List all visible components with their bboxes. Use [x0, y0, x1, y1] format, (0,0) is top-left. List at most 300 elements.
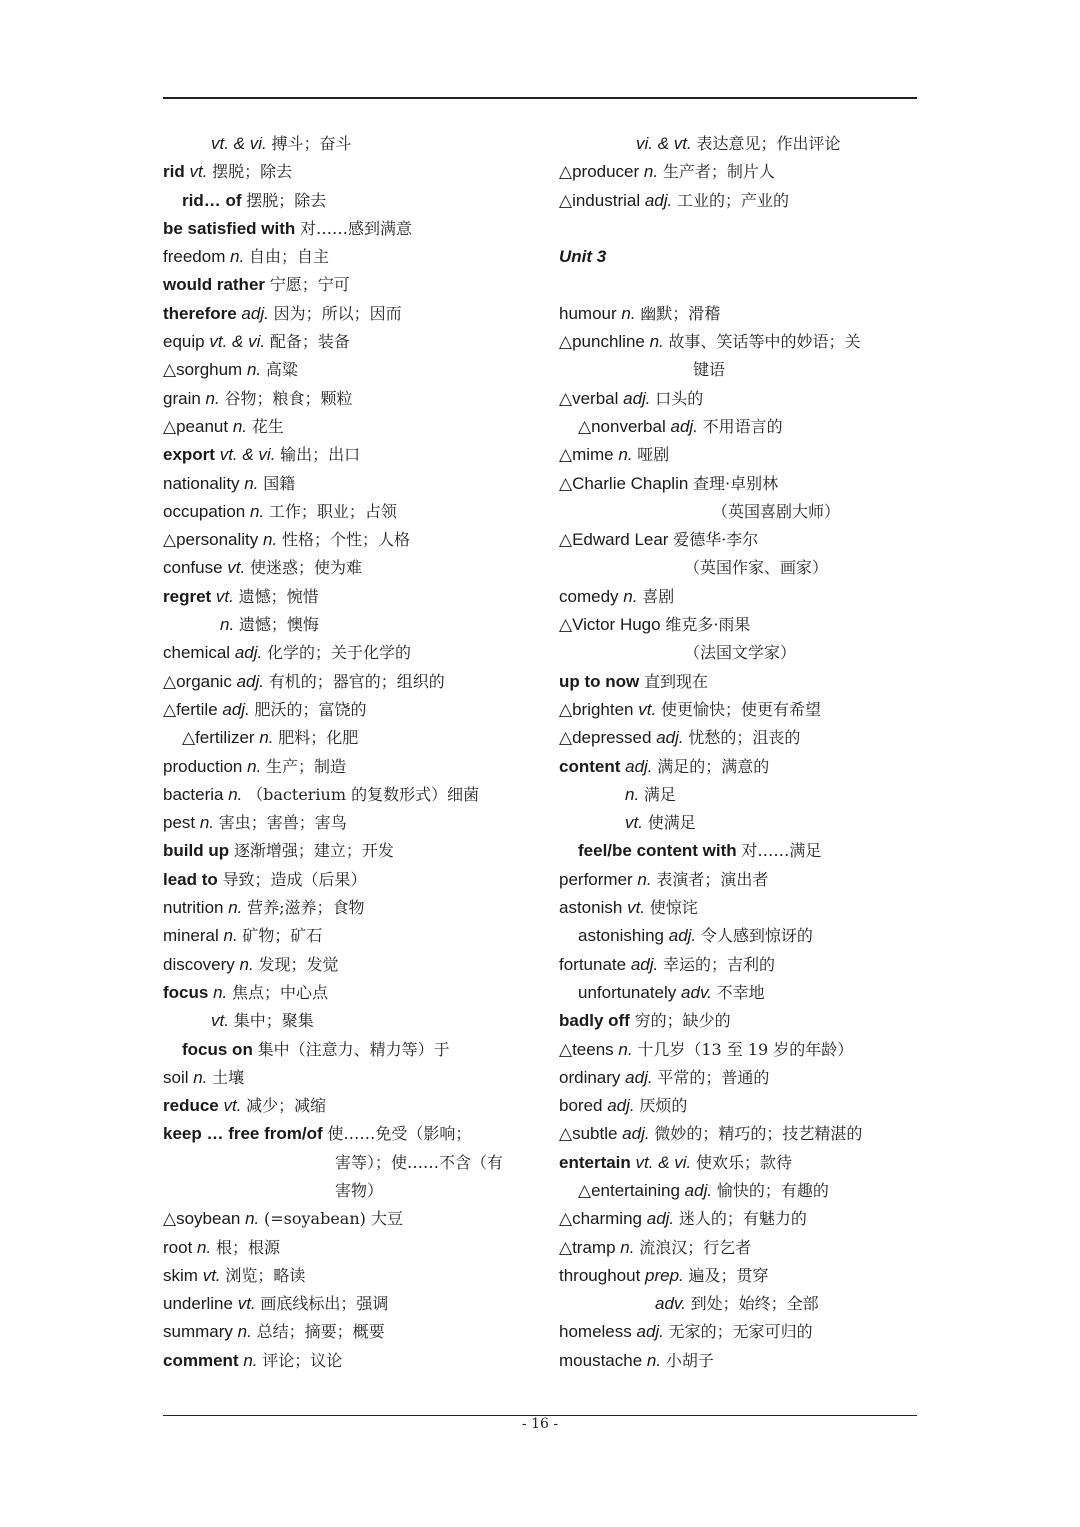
headword: export [163, 445, 215, 465]
gloss-continuation: （英国喜剧大师） [712, 501, 841, 521]
gloss: 输出；出口 [280, 445, 361, 465]
headword: △Edward Lear [559, 530, 669, 550]
headword: entertain [559, 1152, 631, 1172]
page-number: - 16 - [521, 1416, 559, 1432]
headword: focus on [182, 1039, 253, 1059]
headword: △subtle [559, 1124, 618, 1144]
headword: regret [163, 586, 212, 606]
headword: focus [163, 982, 209, 1002]
vocab-entry [163, 1036, 533, 1064]
vocab-entry [163, 837, 533, 865]
vocab-entry [559, 1120, 929, 1148]
headword: freedom [163, 247, 226, 267]
gloss: 摆脱；除去 [246, 190, 327, 210]
part-of-speech: adj. [644, 190, 673, 210]
vocab-entry [163, 1262, 533, 1290]
part-of-speech: adj. [684, 1180, 713, 1200]
gloss: 总结；摘要；概要 [256, 1322, 385, 1342]
headword: therefore [163, 303, 237, 323]
part-of-speech: adj. [668, 926, 697, 946]
part-of-speech: adj. [234, 643, 263, 663]
gloss: 维克多·雨果 [665, 615, 751, 635]
gloss: 画底线标出；强调 [260, 1294, 389, 1314]
gloss: 工作；职业；占领 [268, 501, 397, 521]
gloss: 使……免受（影响； [327, 1124, 472, 1144]
vocab-entry [559, 1092, 929, 1120]
vocab-entry [559, 753, 929, 781]
gloss: 有机的；器官的；组织的 [268, 671, 445, 691]
gloss: 导致；造成（后果） [222, 869, 367, 889]
headword: △nonverbal [578, 416, 666, 436]
vocab-entry [559, 894, 929, 922]
vocab-entry [163, 498, 533, 526]
vocab-entry [559, 611, 929, 639]
part-of-speech: vt. [227, 558, 246, 578]
gloss: 无家的；无家可归的 [668, 1322, 813, 1342]
headword: confuse [163, 558, 223, 578]
gloss: 喜剧 [642, 586, 675, 606]
headword: △depressed [559, 728, 652, 748]
headword: humour [559, 303, 617, 323]
headword: astonishing [578, 926, 665, 946]
vocab-entry [163, 526, 533, 554]
headword: bored [559, 1096, 603, 1116]
headword: occupation [163, 501, 246, 521]
headword: skim [163, 1265, 198, 1285]
vocab-entry [163, 243, 533, 271]
gloss: 土壤 [212, 1067, 245, 1087]
headword: △fertile [163, 699, 218, 719]
headword: build up [163, 841, 230, 861]
part-of-speech: n. [643, 162, 659, 182]
gloss-continuation: （法国文学家） [684, 643, 797, 663]
headword: △producer [559, 162, 640, 182]
headword: moustache [559, 1350, 643, 1370]
vocab-entry [163, 441, 533, 469]
gloss: 使满足 [647, 813, 696, 833]
vocab-entry [559, 1149, 929, 1177]
part-of-speech: adj. [625, 1067, 653, 1087]
gloss: 满足 [643, 784, 676, 804]
headword: be satisfied with [163, 218, 296, 238]
gloss: 到处；始终；全部 [690, 1294, 819, 1314]
gloss: 哑剧 [637, 445, 670, 465]
part-of-speech: adj. [236, 671, 264, 691]
vocab-entry [163, 1064, 533, 1092]
vocab-entry [163, 1290, 533, 1318]
vocab-entry [163, 922, 533, 950]
vocab-entry [559, 979, 929, 1007]
vocab-entry [559, 470, 929, 498]
gloss: 肥沃的；富饶的 [254, 699, 367, 719]
headword: △verbal [559, 388, 619, 408]
part-of-speech: n. [620, 1237, 635, 1257]
part-of-speech: vt. [211, 1011, 229, 1031]
headword: △punchline [559, 332, 645, 352]
gloss: 幽默；滑稽 [640, 303, 721, 323]
headword: up to now [559, 671, 640, 691]
part-of-speech: n. [245, 1209, 260, 1229]
gloss: 平常的；普通的 [657, 1067, 770, 1087]
headword: unfortunately [578, 982, 677, 1002]
gloss: 减少；减缩 [246, 1096, 327, 1116]
vocab-entry [559, 583, 929, 611]
headword: production [163, 756, 243, 776]
gloss: 工业的；产业的 [677, 190, 790, 210]
vocab-entry [559, 1205, 929, 1233]
gloss: 配备；装备 [269, 332, 350, 352]
vocab-entry [163, 951, 533, 979]
headword: badly off [559, 1011, 630, 1031]
headword: △mime [559, 445, 614, 465]
part-of-speech: n. [646, 1350, 662, 1370]
part-of-speech: vt. [215, 586, 234, 606]
gloss: 自由；自主 [249, 247, 330, 267]
gloss: 口头的 [655, 388, 704, 408]
gloss: 焦点；中心点 [232, 982, 329, 1002]
gloss: 害虫；害兽；害鸟 [218, 813, 347, 833]
left-column [163, 130, 533, 1375]
gloss: 矿物；矿石 [242, 926, 323, 946]
vocab-entry [163, 385, 533, 413]
vocab-entry [559, 781, 929, 809]
gloss: 微妙的；精巧的；技艺精湛的 [654, 1124, 863, 1144]
vocab-entry [559, 724, 929, 752]
part-of-speech: adj. [241, 303, 269, 323]
headword: △entertaining [578, 1180, 680, 1200]
gloss: 化学的；关于化学的 [266, 643, 411, 663]
part-of-speech: n. [618, 1039, 633, 1059]
headword: discovery [163, 954, 235, 974]
vocab-entry [163, 1092, 533, 1120]
headword: rid [163, 162, 185, 182]
headword: pest [163, 813, 196, 833]
headword: △Victor Hugo [559, 615, 661, 635]
spacer [559, 215, 929, 243]
gloss: 满足的；满意的 [657, 756, 770, 776]
part-of-speech: adj. [625, 756, 653, 776]
vocab-entry [163, 1007, 533, 1035]
headword: △sorghum [163, 360, 243, 380]
headword: △peanut [163, 416, 229, 436]
part-of-speech: n. [232, 416, 247, 436]
vocab-entry [559, 866, 929, 894]
vocab-entry [163, 413, 533, 441]
part-of-speech: adj. [630, 954, 659, 974]
part-of-speech: n. [244, 473, 259, 493]
gloss-continuation: 害物） [335, 1180, 384, 1200]
vocab-entry [163, 158, 533, 186]
part-of-speech: n. [259, 728, 274, 748]
headword: nationality [163, 473, 240, 493]
gloss: 遍及；贯穿 [688, 1265, 769, 1285]
part-of-speech: n. [625, 784, 640, 804]
gloss: 摆脱；除去 [212, 162, 293, 182]
headword: throughout [559, 1265, 641, 1285]
vocab-entry [559, 441, 929, 469]
headword: △charming [559, 1209, 642, 1229]
vocab-entry [559, 1064, 929, 1092]
gloss: 评论；议论 [262, 1350, 343, 1370]
headword: △personality [163, 530, 259, 550]
part-of-speech: n. [199, 813, 215, 833]
vocab-entry [559, 922, 929, 950]
part-of-speech: n. [637, 869, 652, 889]
headword: △teens [559, 1039, 614, 1059]
part-of-speech: vi. & vt. [636, 134, 692, 153]
part-of-speech: n. [230, 247, 245, 267]
headword: soil [163, 1067, 189, 1087]
vocab-entry [163, 1234, 533, 1262]
part-of-speech: n. [243, 1350, 258, 1370]
part-of-speech: adj. [623, 388, 651, 408]
gloss: 遗憾；懊悔 [238, 615, 319, 635]
gloss: 逐渐增强；建立；开发 [233, 841, 394, 861]
headword: △brighten [559, 699, 634, 719]
headword: fortunate [559, 954, 627, 974]
headword: astonish [559, 898, 623, 918]
gloss: (=soyabean) 大豆 [264, 1209, 403, 1229]
part-of-speech: vt. [627, 898, 646, 918]
gloss: 小胡子 [665, 1350, 714, 1370]
part-of-speech: vt. [202, 1265, 221, 1285]
gloss: 集中（注意力、精力等）于 [257, 1039, 450, 1059]
gloss: 营养;滋养；食物 [247, 898, 365, 918]
vocab-entry [559, 187, 929, 215]
vocab-entry [559, 1290, 929, 1318]
headword: bacteria [163, 784, 224, 804]
part-of-speech: adv. [655, 1294, 686, 1314]
gloss: 使欢乐；款待 [696, 1152, 793, 1172]
gloss: 直到现在 [644, 671, 709, 691]
headword: keep … free from/of [163, 1124, 323, 1144]
vocab-entry [163, 753, 533, 781]
vocab-entry [559, 1234, 929, 1262]
part-of-speech: adj. [222, 699, 250, 719]
header-rule [163, 97, 917, 99]
vocab-entry [163, 866, 533, 894]
gloss: 发现；发觉 [258, 954, 339, 974]
vocab-entry [559, 158, 929, 186]
gloss: 生产者；制片人 [662, 162, 775, 182]
gloss: 宁愿；宁可 [269, 275, 350, 295]
part-of-speech: n. [246, 360, 262, 380]
part-of-speech: n. [237, 1322, 252, 1342]
vocab-entry [559, 130, 929, 158]
gloss: 表演者；演出者 [656, 869, 769, 889]
part-of-speech: n. [649, 332, 664, 352]
part-of-speech: adj. [622, 1124, 650, 1144]
headword: △fertilizer [182, 728, 255, 748]
vocab-entry [559, 696, 929, 724]
part-of-speech: vt. [638, 699, 657, 719]
vocab-entry [163, 1120, 533, 1148]
part-of-speech: n. [263, 530, 278, 550]
gloss: 使惊诧 [649, 898, 698, 918]
gloss: 因为；所以；因而 [273, 303, 402, 323]
part-of-speech: n. [228, 898, 243, 918]
gloss-continuation: 害等）；使……不含（有 [335, 1152, 504, 1172]
vocab-entry [559, 385, 929, 413]
gloss: 十几岁（13 至 19 岁的年龄） [637, 1039, 854, 1059]
part-of-speech: n. [623, 586, 638, 606]
part-of-speech: vt. & vi. [211, 134, 267, 153]
vocab-entry [163, 300, 533, 328]
gloss: 流浪汉；行乞者 [639, 1237, 752, 1257]
part-of-speech: adj. [646, 1209, 675, 1229]
part-of-speech: adj. [636, 1322, 664, 1342]
headword: homeless [559, 1322, 632, 1342]
part-of-speech: n. [249, 501, 265, 521]
gloss: 穷的；缺少的 [634, 1011, 731, 1031]
gloss: 根；根源 [215, 1237, 280, 1257]
part-of-speech: vt. & vi. [635, 1152, 692, 1172]
vocab-entry [163, 215, 533, 243]
part-of-speech: vt. [237, 1294, 256, 1314]
vocab-entry [559, 1007, 929, 1035]
gloss: 对……感到满意 [299, 218, 412, 238]
gloss: 爱德华·李尔 [673, 530, 759, 550]
headword: content [559, 756, 621, 776]
headword: reduce [163, 1096, 219, 1116]
vocab-entry [163, 724, 533, 752]
headword: rid… of [182, 190, 242, 210]
headword: △industrial [559, 190, 641, 210]
part-of-speech: n. [220, 615, 235, 635]
gloss: 忧愁的；沮丧的 [688, 728, 801, 748]
part-of-speech: adj. [656, 728, 684, 748]
gloss: 浏览；略读 [225, 1265, 306, 1285]
gloss: 表达意见；作出评论 [696, 134, 841, 153]
part-of-speech: n. [213, 982, 228, 1002]
part-of-speech: n. [618, 445, 633, 465]
headword: △Charlie Chaplin [559, 473, 689, 493]
headword: △tramp [559, 1237, 616, 1257]
gloss-continuation: 键语 [693, 360, 726, 380]
vocab-entry [559, 300, 929, 328]
part-of-speech: vt. [189, 162, 208, 182]
gloss: 愉快的；有趣的 [716, 1180, 829, 1200]
vocab-entry [163, 1318, 533, 1346]
gloss: 搏斗；奋斗 [271, 134, 352, 153]
vocab-entry [163, 130, 533, 158]
gloss: 性格；个性；人格 [281, 530, 410, 550]
headword: underline [163, 1294, 233, 1314]
gloss: （bacterium 的复数形式）细菌 [247, 784, 480, 804]
vocab-entry [163, 979, 533, 1007]
gloss: 令人感到惊讶的 [700, 926, 813, 946]
headword: nutrition [163, 898, 224, 918]
part-of-speech: n. [621, 303, 636, 323]
vocab-entry [163, 894, 533, 922]
headword: comment [163, 1350, 239, 1370]
part-of-speech: n. [197, 1237, 212, 1257]
vocab-entry [559, 837, 929, 865]
headword: comedy [559, 586, 619, 606]
headword: △organic [163, 671, 232, 691]
headword: summary [163, 1322, 233, 1342]
vocab-entry [559, 1177, 929, 1205]
headword: chemical [163, 643, 231, 663]
gloss: 厌烦的 [639, 1096, 688, 1116]
gloss: 迷人的；有魅力的 [678, 1209, 807, 1229]
vocab-entry [163, 328, 533, 356]
vocab-entry [163, 611, 533, 639]
right-column [559, 130, 929, 1375]
headword: root [163, 1237, 193, 1257]
gloss: 使迷惑；使为难 [249, 558, 362, 578]
gloss: 肥料；化肥 [278, 728, 359, 748]
headword: △soybean [163, 1209, 241, 1229]
part-of-speech: n. [193, 1067, 208, 1087]
vocab-entry [163, 668, 533, 696]
vocab-entry [559, 328, 929, 356]
vocab-entry [559, 809, 929, 837]
headword: would rather [163, 275, 266, 295]
vocab-entry [163, 809, 533, 837]
part-of-speech: adv. [681, 982, 712, 1002]
unit-heading: Unit 3 [559, 247, 607, 267]
gloss: 查理·卓别林 [693, 473, 779, 493]
vocab-entry [163, 356, 533, 384]
gloss: 高粱 [265, 360, 298, 380]
part-of-speech: n. [239, 954, 254, 974]
part-of-speech: vt. [625, 813, 643, 833]
part-of-speech: adj. [670, 416, 698, 436]
headword: performer [559, 869, 633, 889]
vocab-entry [163, 696, 533, 724]
vocab-entry [163, 1347, 533, 1375]
gloss: 使更愉快；使更有希望 [660, 699, 821, 719]
headword: lead to [163, 869, 218, 889]
part-of-speech: vt. & vi. [219, 445, 276, 465]
gloss: 遗憾；惋惜 [238, 586, 319, 606]
vocab-entry [559, 1318, 929, 1346]
gloss: 谷物；粮食；颗粒 [224, 388, 353, 408]
gloss: 幸运的；吉利的 [663, 954, 776, 974]
gloss: 花生 [251, 416, 284, 436]
vocab-entry [559, 668, 929, 696]
part-of-speech: prep. [645, 1265, 684, 1285]
part-of-speech: n. [247, 756, 262, 776]
gloss: 对……满足 [741, 841, 822, 861]
vocab-entry [163, 1205, 533, 1233]
gloss: 生产；制造 [266, 756, 347, 776]
spacer [559, 271, 929, 299]
vocab-entry [559, 413, 929, 441]
part-of-speech: n. [205, 388, 220, 408]
vocab-entry [163, 470, 533, 498]
part-of-speech: n. [223, 926, 238, 946]
vocab-entry [163, 271, 533, 299]
vocab-entry [559, 526, 929, 554]
part-of-speech: vt. & vi. [209, 332, 266, 352]
part-of-speech: vt. [223, 1096, 242, 1116]
vocab-entry [163, 187, 533, 215]
headword: mineral [163, 926, 219, 946]
gloss-continuation: （英国作家、画家） [684, 558, 829, 578]
headword: grain [163, 388, 201, 408]
vocab-entry [559, 951, 929, 979]
vocab-entry [163, 781, 533, 809]
vocab-entry [163, 639, 533, 667]
vocab-entry [559, 1262, 929, 1290]
gloss: 不用语言的 [702, 416, 783, 436]
vocab-entry [559, 1347, 929, 1375]
vocab-entry [163, 554, 533, 582]
headword: ordinary [559, 1067, 621, 1087]
gloss: 故事、笑话等中的妙语；关 [668, 332, 861, 352]
